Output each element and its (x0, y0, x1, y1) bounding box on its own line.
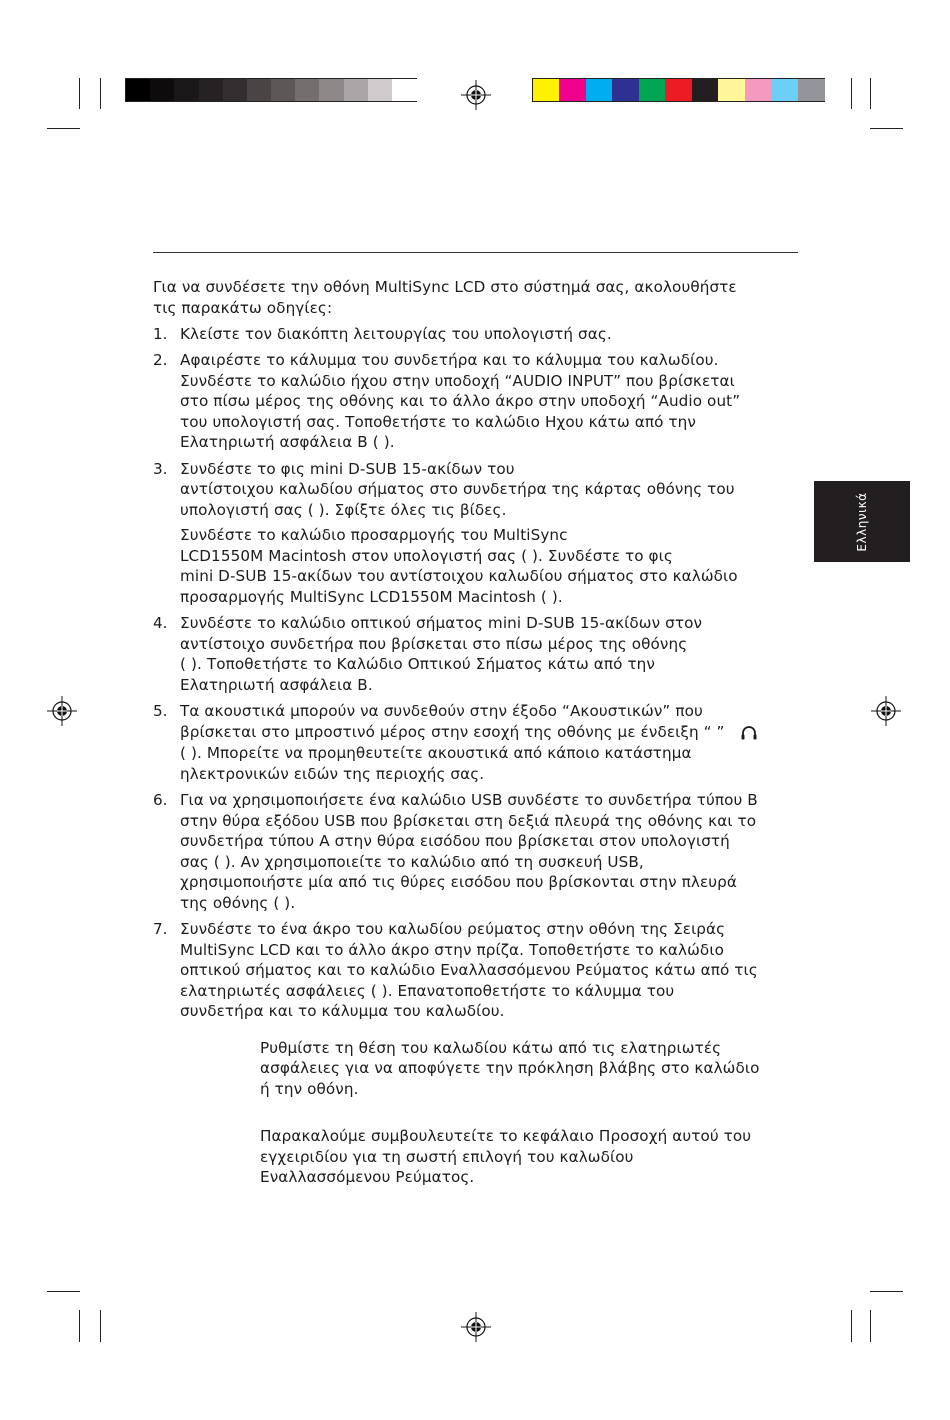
grayscale-swatch (271, 79, 296, 101)
color-swatch (665, 79, 692, 101)
grayscale-swatch (392, 79, 417, 101)
step-line: Για να χρησιμοποιήσετε ένα καλώδιο USB συνδέστε το συνδετήρα τύπου B (180, 791, 758, 809)
step-line: υπολογιστή σας ( ). Σφίξτε όλες τις βίδες. (180, 501, 507, 519)
step-line: mini D-SUB 15-ακίδων του αντίστοιχου καλωδίου σήματος στο καλώδιο (180, 567, 738, 585)
step-line: αντίστοιχου καλωδίου σήματος στο συνδετήρα της κάρτας οθόνης του (180, 480, 735, 498)
step-line: συνδετήρα τύπου A στην θύρα εισόδου που βρίσκεται στον υπολογιστή (180, 832, 730, 850)
step-number: 6. (153, 791, 168, 809)
grayscale-swatch (223, 79, 248, 101)
language-tab-label: Ελληνικά (855, 491, 869, 552)
step-line: ( ). Τοποθετήστε το Καλώδιο Οπτικού Σήματος κάτω από την (180, 655, 655, 673)
step-number: 4. (153, 614, 168, 632)
note-line: ή την οθόνη. (260, 1080, 359, 1098)
color-swatch (559, 79, 586, 101)
note-line: ασφάλειες για να αποφύγετε την πρόκληση βλάβης στο καλώδιο (260, 1059, 760, 1077)
color-swatch (692, 79, 719, 101)
step-line: του υπολογιστή σας. Τοποθετήστε το καλώδιο Ηχου κάτω από την (180, 413, 696, 431)
step-line: Ελατηριωτή ασφάλεια Β. (180, 676, 373, 694)
grayscale-swatch (150, 79, 175, 101)
step-line: συνδετήρα και το κάλυμμα του καλωδίου. (180, 1002, 505, 1020)
color-swatch (798, 79, 825, 101)
step-line: Συνδέστε το ένα άκρο του καλωδίου ρεύματος στην οθόνη της Σειράς (180, 920, 726, 938)
grayscale-swatch (344, 79, 369, 101)
step-line: βρίσκεται στο μπροστινό μέρος στην εσοχή της οθόνης με ένδειξη “ ” (180, 723, 725, 741)
grayscale-swatch (247, 79, 272, 101)
header-rule (153, 252, 798, 253)
language-side-tab (814, 481, 910, 562)
registration-mark-icon (871, 696, 901, 726)
step-number: 7. (153, 920, 168, 938)
step-line: στο πίσω μέρος της οθόνης και το άλλο άκρο στην υποδοχή “Audio out” (180, 392, 741, 410)
intro-line: Για να συνδέσετε την οθόνη MultiSync LCD στο σύστημά σας, ακολουθήστε (153, 278, 737, 296)
note-line: εγχειριδίου για τη σωστή επιλογή του καλωδίου (260, 1148, 634, 1166)
grayscale-swatch (199, 79, 224, 101)
step-line: ηλεκτρονικών ειδών της περιοχής σας. (180, 765, 485, 783)
step-number: 3. (153, 460, 168, 478)
step-line: MultiSync LCD και το άλλο άκρο στην πρίζα. Τοποθετήστε το καλώδιο (180, 941, 724, 959)
note-line: Ρυθμίστε τη θέση του καλωδίου κάτω από τις ελατηριωτές (260, 1039, 722, 1057)
step-number: 5. (153, 702, 168, 720)
color-swatch (533, 79, 560, 101)
step-line: προσαρμογής MultiSync LCD1550M Macintosh ( ). (180, 588, 563, 606)
step-line: της οθόνης ( ). (180, 894, 296, 912)
grayscale-calibration-bar (125, 78, 417, 102)
step-line: Συνδέστε το καλώδιο προσαρμογής του MultiSync (180, 526, 568, 544)
headphones-icon (740, 724, 758, 742)
step-line: Αφαιρέστε το κάλυμμα του συνδετήρα και το κάλυμμα του καλωδίου. (180, 351, 719, 369)
grayscale-swatch (368, 79, 393, 101)
registration-mark-icon (47, 696, 77, 726)
intro-line: τις παρακάτω οδηγίες: (153, 299, 333, 317)
step-line: ελατηριωτές ασφάλειες ( ). Επανατοποθετήστε το κάλυμμα του (180, 982, 675, 1000)
step-line: Κλείστε τον διακόπτη λειτουργίας του υπολογιστή σας. (180, 325, 612, 343)
color-swatch (586, 79, 613, 101)
step-number: 1. (153, 325, 168, 343)
step-line: Τα ακουστικά μπορούν να συνδεθούν στην έξοδο “Ακουστικών” που (180, 702, 703, 720)
color-calibration-bar (532, 78, 825, 102)
step-line: Συνδέστε το φις mini D-SUB 15-ακίδων του (180, 460, 515, 478)
step-line: LCD1550M Macintosh στον υπολογιστή σας ( ). Συνδέστε το φις (180, 547, 673, 565)
step-number: 2. (153, 351, 168, 369)
color-swatch (718, 79, 745, 101)
registration-mark-icon (461, 80, 491, 110)
grayscale-swatch (126, 79, 151, 101)
registration-mark-icon (461, 1312, 491, 1342)
note-line: Παρακαλούμε συμβουλευτείτε το κεφάλαιο Προσοχή αυτού του (260, 1127, 752, 1145)
step-line: Ελατηριωτή ασφάλεια Β ( ). (180, 433, 395, 451)
grayscale-swatch (174, 79, 199, 101)
step-line: χρησιμοποιήστε μία από τις θύρες εισόδου που βρίσκονται στην πλευρά (180, 873, 738, 891)
step-line: αντίστοιχο συνδετήρα που βρίσκεται στο πίσω μέρος της οθόνης (180, 635, 688, 653)
step-line: Συνδέστε το καλώδιο ήχου στην υποδοχή “AUDIO INPUT” που βρίσκεται (180, 372, 735, 390)
step-line: Συνδέστε το καλώδιο οπτικού σήματος mini D-SUB 15-ακίδων στον (180, 614, 703, 632)
color-swatch (771, 79, 798, 101)
color-swatch (745, 79, 772, 101)
note-line: Εναλλασσόμενου Ρεύματος. (260, 1168, 475, 1186)
grayscale-swatch (295, 79, 320, 101)
grayscale-swatch (319, 79, 344, 101)
step-line: οπτικού σήματος και το καλώδιο Εναλλασσόμενου Ρεύματος κάτω από τις (180, 961, 758, 979)
color-swatch (612, 79, 639, 101)
step-line: σας ( ). Αν χρησιμοποιείτε το καλώδιο από τη συσκευή USB, (180, 853, 644, 871)
step-line: στην θύρα εξόδου USB που βρίσκεται στη δεξιά πλευρά της οθόνης και το (180, 812, 757, 830)
color-swatch (639, 79, 666, 101)
step-line: ( ). Μπορείτε να προμηθευτείτε ακουστικά από κάποιο κατάστημα (180, 744, 692, 762)
